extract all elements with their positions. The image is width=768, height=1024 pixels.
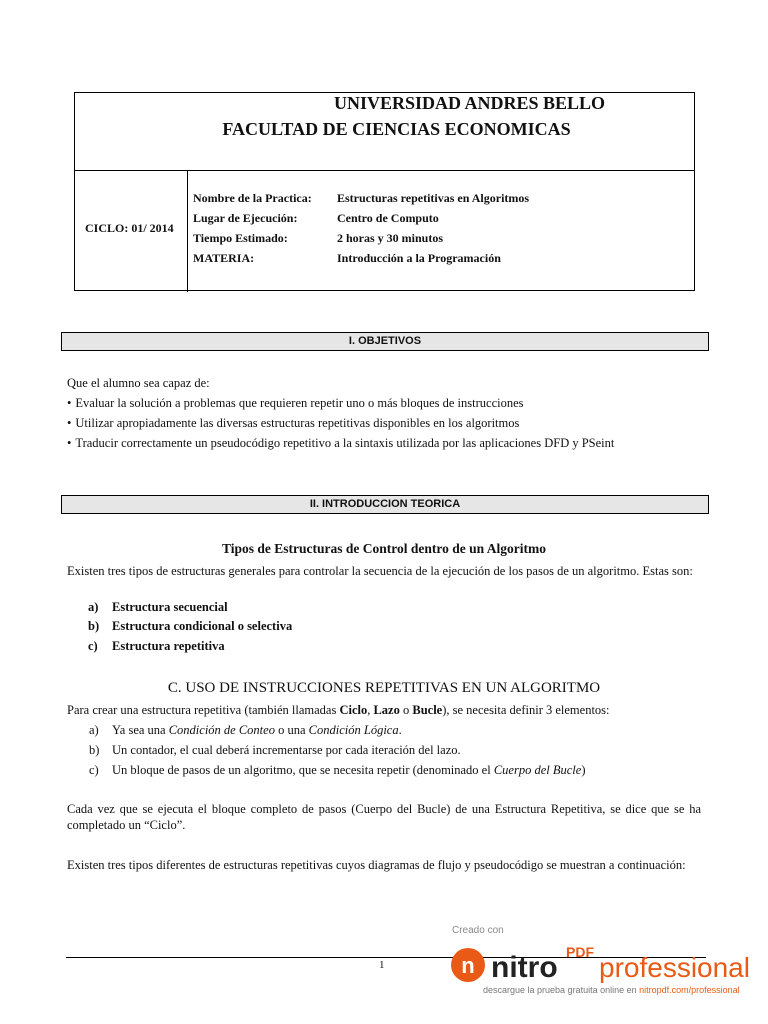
text-run: Para crear una estructura repetitiva (también llamadas [67, 703, 340, 717]
term-bucle: Bucle [412, 703, 443, 717]
text-run: ), se necesita definir 3 elementos: [442, 703, 610, 717]
section-introduccion-header: II. INTRODUCCION TEORICA [61, 495, 709, 514]
nitro-link[interactable]: nitropdf.com/professional [639, 985, 740, 995]
objetivo-item: • Traducir correctamente un pseudocódigo repetitivo a la sintaxis utilizada por las aplicaciones DFD y PSeint [67, 435, 614, 451]
uso-item-a [89, 722, 402, 738]
uso-paragraph-2: Cada vez que se ejecuta el bloque completo de pasos (Cuerpo del Bucle) de una Estructura Repetitiva, se dice que se ha completado un “Ciclo”. [67, 802, 701, 832]
ciclo-label: CICLO: 01/ 2014 [85, 221, 174, 235]
svg-text:n: n [461, 953, 475, 978]
text-run: descargue la prueba gratuita online en [483, 985, 640, 995]
header-table [74, 92, 695, 291]
meta-key: Tiempo Estimado: [193, 231, 288, 245]
objetivos-intro: Que el alumno sea capaz de: [67, 376, 210, 390]
meta-row-practica [193, 191, 529, 206]
meta-key: MATERIA: [193, 251, 255, 265]
estructura-item [88, 638, 225, 654]
term-ciclo: Ciclo [339, 703, 368, 717]
meta-value: 2 horas y 30 minutos [337, 231, 444, 245]
meta-row-lugar [193, 211, 439, 226]
introduccion-subtitle: Tipos de Estructuras de Control dentro de un Algoritmo [221, 541, 547, 556]
text-run: Condición Lógica [308, 723, 399, 737]
watermark-created-label: Creado con [452, 925, 504, 936]
list-marker: b) [89, 743, 100, 757]
list-text: Estructura condicional o selectiva [112, 619, 293, 633]
uso-paragraph-3: Existen tres tipos diferentes de estructuras repetitivas cuyos diagramas de flujo y pseudocódigo se muestran a continuación: [67, 858, 686, 872]
header-title-cell [75, 93, 694, 171]
section-objetivos-header: I. OBJETIVOS [61, 332, 709, 351]
meta-row-materia [193, 251, 501, 266]
list-text: Estructura secuencial [112, 600, 228, 614]
text-run: Ya sea una [112, 723, 169, 737]
list-marker: c) [88, 639, 98, 653]
objetivo-item: • Utilizar apropiadamente las diversas estructuras repetitivas disponibles en los algoritmos [67, 415, 519, 431]
list-marker: c) [89, 763, 99, 777]
meta-row-tiempo [193, 231, 443, 246]
list-text: Estructura repetitiva [112, 639, 225, 653]
uso-item-b [89, 742, 461, 758]
text-run: Un contador, el cual deberá incrementarse por cada iteración del lazo. [112, 743, 461, 757]
uso-paragraph-1 [67, 702, 610, 718]
meta-key: Lugar de Ejecución: [193, 211, 298, 225]
introduccion-paragraph: Existen tres tipos de estructuras generales para controlar la secuencia de la ejecución de los pasos de un algoritmo. Estas son: [67, 564, 693, 578]
text-run: Condición de Conteo [168, 723, 275, 737]
nitro-wordmark: nitro [491, 951, 558, 984]
text-run: o [399, 703, 413, 717]
term-lazo: Lazo [373, 703, 400, 717]
meta-key: Nombre de la Practica: [193, 191, 312, 205]
pdf-wordmark: PDF [566, 944, 594, 960]
estructura-item [88, 618, 292, 634]
text-run: ) [581, 763, 586, 777]
nitro-pdf-logo [449, 941, 765, 985]
faculty-title: FACULTAD DE CIENCIAS ECONOMICAS [222, 119, 571, 139]
page-number: 1 [379, 959, 385, 971]
meta-value: Estructuras repetitivas en Algoritmos [337, 191, 530, 205]
table-divider [187, 171, 188, 292]
text-run: Cuerpo del Bucle [493, 763, 582, 777]
estructura-item [88, 599, 228, 615]
text-run: , [367, 703, 374, 717]
text-run: . [398, 723, 402, 737]
uso-title: C. USO DE INSTRUCCIONES REPETITIVAS EN UN ALGORITMO [167, 680, 601, 696]
professional-wordmark: professional [599, 952, 750, 983]
text-run: Un bloque de pasos de un algoritmo, que se necesita repetir (denominado el [112, 763, 494, 777]
watermark-subtext [483, 985, 740, 995]
list-marker: a) [88, 600, 99, 614]
meta-value: Centro de Computo [337, 211, 439, 225]
objetivo-item: • Evaluar la solución a problemas que requieren repetir uno o más bloques de instrucciones [67, 395, 524, 411]
uso-item-c [89, 762, 586, 778]
list-marker: b) [88, 619, 100, 633]
university-title: UNIVERSIDAD ANDRES BELLO [333, 93, 606, 113]
text-run: o una [274, 723, 309, 737]
meta-value: Introducción a la Programación [337, 251, 501, 265]
list-marker: a) [89, 723, 99, 737]
